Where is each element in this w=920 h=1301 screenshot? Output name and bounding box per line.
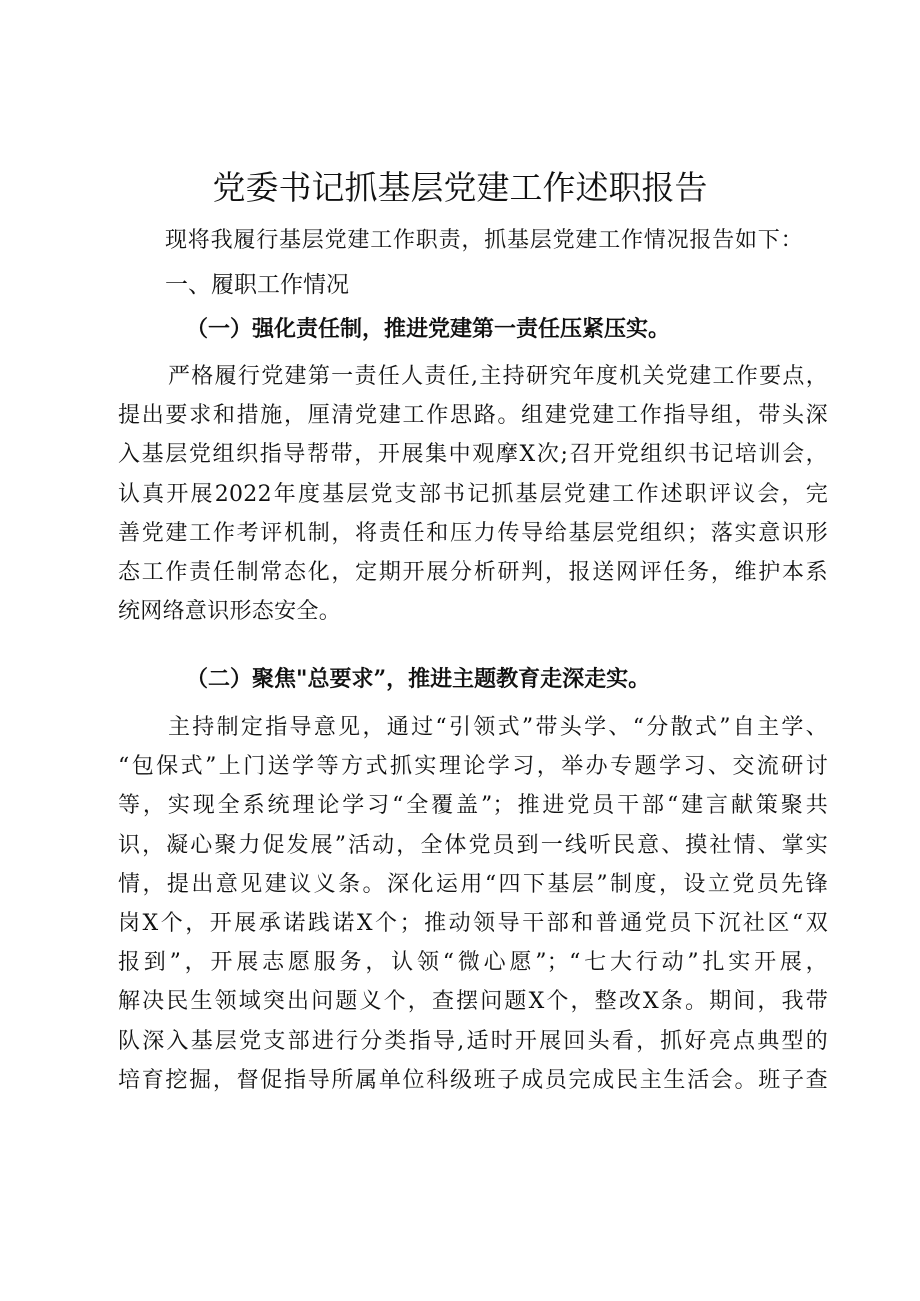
paragraph-line: 队深入基层党支部进行分类指导,适时开展回头看，抓好亮点典型的 [118, 1028, 828, 1054]
document-title: 党委书记抓基层党建工作述职报告 [212, 168, 708, 207]
paragraph-line: 主持制定指导意见，通过“引领式”带头学、“分散式”自主学、 [168, 715, 828, 740]
paragraph-line: 等，实现全系统理论学习“全覆盖”；推进党员干部“建言献策聚共 [118, 793, 828, 819]
paragraph-line: 统网络意识形态安全。 [118, 599, 342, 625]
paragraph-line: 识，凝心聚力促发展”活动，全体党员到一线听民意、摸社情、掌实 [118, 832, 828, 858]
paragraph-line: 认真开展2022年度基层党支部书记抓基层党建工作述职评议会，完 [118, 481, 828, 507]
paragraph-line: 入基层党组织指导帮带，开展集中观摩X次;召开党组织书记培训会， [118, 442, 828, 468]
paragraph-line: 严格履行党建第一责任人责任,主持研究年度机关党建工作要点， [168, 364, 828, 389]
subsection-heading-1: （一）强化责任制，推进党建第一责任压紧压实。 [186, 316, 671, 342]
intro-paragraph: 现将我履行基层党建工作职责，抓基层党建工作情况报告如下： [165, 228, 804, 253]
subsection-heading-2: （二）聚焦"总要求”，推进主题教育走深走实。 [186, 666, 651, 692]
paragraph-responsibility [118, 358, 828, 632]
section-heading-1: 一、履职工作情况 [165, 272, 349, 298]
paragraph-line: 态工作责任制常态化，定期开展分析研判，报送网评任务，维护本系 [118, 559, 828, 585]
paragraph-line: “包保式”上门送学等方式抓实理论学习，举办专题学习、交流研讨 [118, 754, 828, 780]
paragraph-line: 提出要求和措施，厘清党建工作思路。组建党建工作指导组，带头深 [118, 403, 828, 429]
paragraph-line: 善党建工作考评机制，将责任和压力传导给基层党组织；落实意识形 [118, 520, 828, 546]
paragraph-line: 岗X个，开展承诺践诺X个；推动领导干部和普通党员下沉社区“双 [118, 910, 828, 936]
paragraph-theme-education [118, 709, 828, 1101]
paragraph-line: 培育挖掘，督促指导所属单位科级班子成员完成民主生活会。班子查 [118, 1067, 828, 1093]
paragraph-line: 解决民生领域突出问题义个，查摆问题X个，整改X条。期间，我带 [118, 989, 828, 1015]
paragraph-line: 报到”，开展志愿服务，认领“微心愿”；“七大行动”扎实开展， [118, 950, 828, 976]
paragraph-line: 情，提出意见建议义条。深化运用“四下基层”制度，设立党员先锋 [118, 871, 828, 897]
